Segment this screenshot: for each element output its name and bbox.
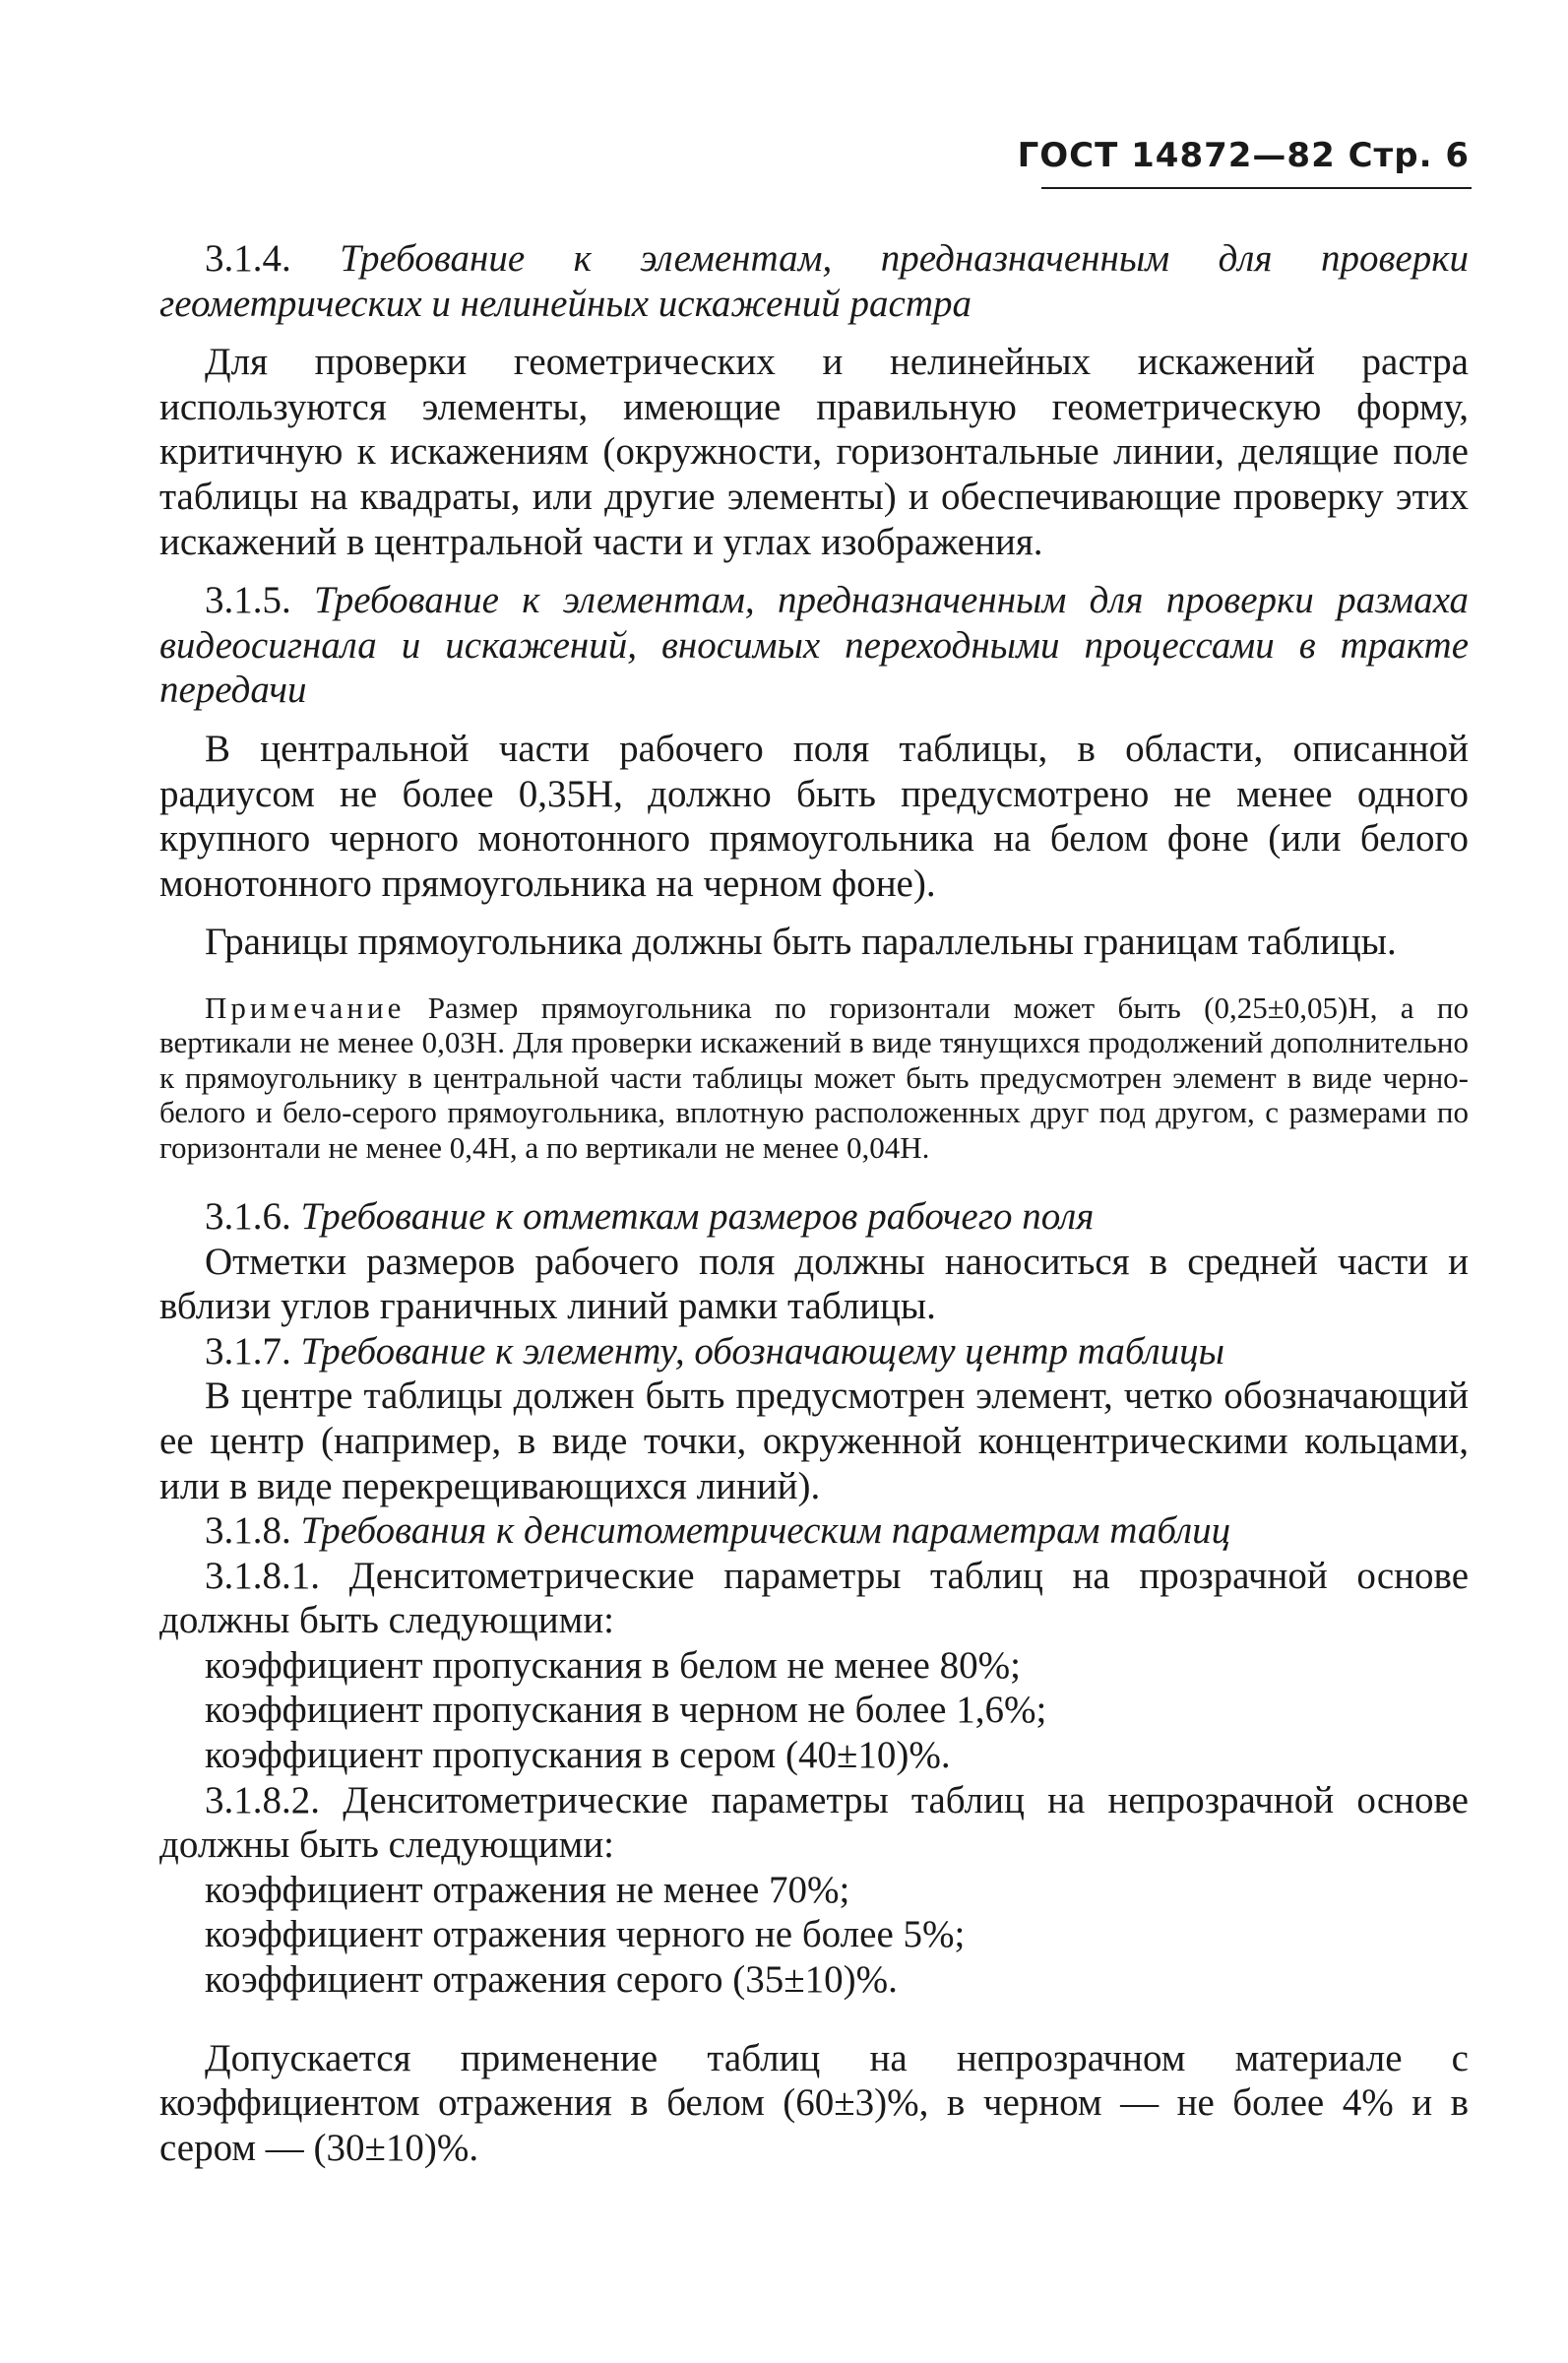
note-text: Размер прямоугольника по горизонтали может быть (0,25±0,05)H, а по вертикали не менее 0,03H. Для проверки искажений в виде тянущихся продолжений дополнительно к прямоугольнику в центральной части таблицы может быть предусмотрен элемент в виде черно-белого и бело-серого прямоугольника, вплотную расположенных друг под другом, с размерами по горизонтали не менее 0,4H, а по вертикали не менее 0,04H. bbox=[159, 990, 1469, 1165]
list-item: коэффициент пропускания в сером (40±10)%. bbox=[205, 1734, 951, 1777]
section-3-1-4-heading bbox=[159, 236, 1469, 326]
section-3-1-6-heading bbox=[159, 1194, 1469, 1240]
list-item: коэффициент отражения не менее 70%; bbox=[205, 1868, 850, 1911]
note bbox=[159, 990, 1469, 1165]
section-title: Требование к отметкам размеров рабочего поля bbox=[300, 1194, 1095, 1238]
document-body bbox=[159, 236, 1469, 2170]
section-title: Требование к элементам, предназначенным для проверки геометрических и нелинейных искажений растра bbox=[159, 237, 1469, 325]
section-title: Требование к элементам, предназначенным для проверки размаха видеосигнала и искажений, вносимых переходными процессами в тракте передачи bbox=[159, 579, 1469, 712]
list-item: коэффициент пропускания в белом не менее 80%; bbox=[205, 1643, 1021, 1687]
section-title: Требование к элементу, обозначающему центр таблицы bbox=[300, 1329, 1224, 1373]
list-item: коэффициент отражения серого (35±10)%. bbox=[205, 1958, 898, 2002]
section-number: 3.1.7. bbox=[205, 1329, 291, 1373]
section-3-1-6-text: Отметки размеров рабочего поля должны наноситься в средней части и вблизи углов граничных линий рамки таблицы. bbox=[159, 1240, 1469, 1328]
final-paragraph: Допускается применение таблиц на непрозрачном материале с коэффициентом отражения в белом (60±3)%, в черном — не более 4% и в сером — (30±10)%. bbox=[159, 2036, 1469, 2169]
page-header: ГОСТ 14872—82 Стр. 6 bbox=[1017, 136, 1470, 175]
list-item: коэффициент отражения черного не более 5%; bbox=[205, 1913, 966, 1956]
section-number: 3.1.6. bbox=[205, 1194, 291, 1238]
section-3-1-5-text-2: Границы прямоугольника должны быть параллельны границам таблицы. bbox=[205, 921, 1397, 964]
section-number: 3.1.8. bbox=[205, 1509, 291, 1553]
section-3-1-5-heading bbox=[159, 578, 1469, 713]
section-number: 3.1.5. bbox=[205, 579, 291, 622]
section-3-1-8-heading bbox=[159, 1508, 1469, 1554]
section-3-1-8-1-text: 3.1.8.1. Денситометрические параметры таблиц на прозрачной основе должны быть следующими: bbox=[159, 1554, 1469, 1642]
note-heading: Примечание bbox=[205, 990, 406, 1025]
section-title: Требования к денситометрическим параметрам таблиц bbox=[300, 1509, 1231, 1553]
list-item: коэффициент пропускания в черном не более 1,6%; bbox=[205, 1689, 1047, 1732]
section-3-1-5-text: В центральной части рабочего поля таблицы, в области, описанной радиусом не более 0,35H, должно быть предусмотрено не менее одного крупного черного монотонного прямоугольника на белом фоне (или белого монотонного прямоугольника на черном фоне). bbox=[159, 727, 1469, 905]
section-3-1-7-heading bbox=[159, 1329, 1469, 1374]
section-3-1-4-text: Для проверки геометрических и нелинейных искажений растра используются элементы, имеющие правильную геометрическую форму, критичную к искажениям (окружности, горизонтальные линии, делящие поле таблицы на квадраты, или другие элементы) и обеспечивающие проверку этих искажений в центральной части и углах изображения. bbox=[159, 341, 1469, 563]
section-3-1-7-text: В центре таблицы должен быть предусмотрен элемент, четко обозначающий ее центр (например, в виде точки, окруженной концентрическими кольцами, или в виде перекрещивающихся линий). bbox=[159, 1374, 1469, 1507]
section-number: 3.1.4. bbox=[205, 237, 291, 280]
header-rule bbox=[1041, 187, 1472, 189]
section-3-1-8-2-text: 3.1.8.2. Денситометрические параметры таблиц на непрозрачной основе должны быть следующими: bbox=[159, 1778, 1469, 1867]
